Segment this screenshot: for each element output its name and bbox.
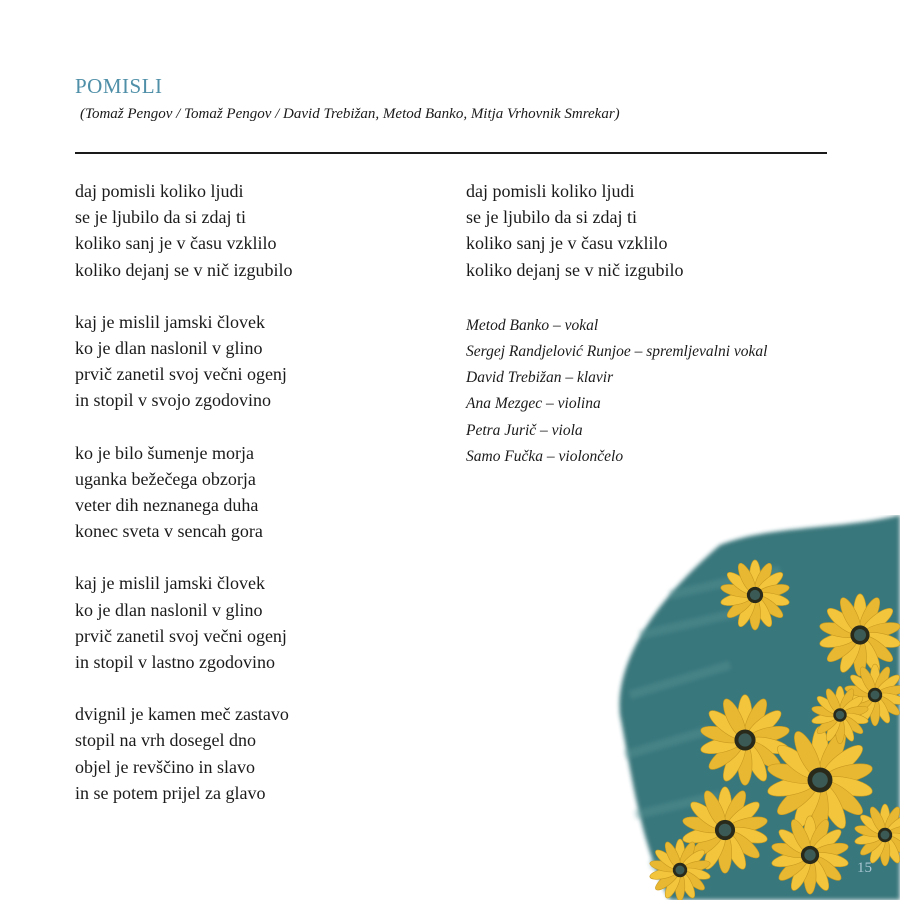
lyric-line: daj pomisli koliko ljudi <box>75 181 244 201</box>
lyric-line: in stopil v svojo zgodovino <box>75 390 272 411</box>
lyric-line: konec sveta v sencah gora <box>75 521 263 542</box>
lyric-line: prvič zanetil svoj večni ogenj <box>75 364 287 385</box>
lyric-line: kaj je mislil jamski človek <box>75 311 265 332</box>
performer-credit: Sergej Randjelović Runjoe – spremljevalni vokal <box>466 343 768 361</box>
lyric-line: daj pomisli koliko ljudi <box>466 181 635 201</box>
lyric-line: se je ljubilo da si zdaj ti <box>75 207 246 228</box>
lyric-line: objel je revščino in slavo <box>75 756 255 777</box>
performer-credit: Metod Banko – vokal <box>466 316 599 334</box>
lyrics-stanza <box>75 570 445 675</box>
song-title: POMISLI <box>75 74 163 98</box>
lyrics-stanza <box>75 440 445 545</box>
lyric-line: koliko sanj je v času vzklilo <box>466 233 668 254</box>
lyric-line: koliko dejanj se v nič izgubilo <box>466 259 684 280</box>
lyrics-left-column <box>75 178 445 832</box>
performer-credit: David Trebižan – klavir <box>466 369 614 387</box>
song-credits: (Tomaž Pengov / Tomaž Pengov / David Trebižan, Metod Banko, Mitja Vrhovnik Smrekar) <box>80 106 620 122</box>
performer-credit: Samo Fučka – violončelo <box>466 447 624 465</box>
lyric-line: veter dih neznanega duha <box>75 495 259 516</box>
lyric-line: ko je dlan naslonil v glino <box>75 338 263 359</box>
lyric-line: se je ljubilo da si zdaj ti <box>466 207 637 228</box>
performer-credit: Petra Jurič – viola <box>466 421 583 439</box>
divider-rule <box>75 152 827 154</box>
lyric-line: in se potem prijel za glavo <box>75 782 266 803</box>
lyrics-stanza <box>75 309 445 414</box>
lyric-line: uganka bežečega obzorja <box>75 468 256 489</box>
lyric-line: koliko dejanj se v nič izgubilo <box>75 259 293 280</box>
page-number: 15 <box>857 860 872 876</box>
lyrics-stanza <box>75 701 445 806</box>
lyric-line: ko je bilo šumenje morja <box>75 442 254 463</box>
lyrics-stanza <box>466 178 866 283</box>
lyric-line: prvič zanetil svoj večni ogenj <box>75 625 287 646</box>
lyric-line: ko je dlan naslonil v glino <box>75 599 263 620</box>
performer-credit: Ana Mezgec – violina <box>466 395 601 413</box>
lyrics-right-column <box>466 178 866 470</box>
lyric-line: in stopil v lastno zgodovino <box>75 652 275 673</box>
lyric-line: dvignil je kamen meč zastavo <box>75 704 289 725</box>
lyric-line: stopil na vrh dosegel dno <box>75 730 256 751</box>
performer-list <box>466 313 866 470</box>
yellow-flowers-illustration <box>610 515 900 900</box>
lyrics-stanza <box>75 178 445 283</box>
lyric-line: kaj je mislil jamski človek <box>75 573 265 594</box>
lyric-line: koliko sanj je v času vzklilo <box>75 233 277 254</box>
